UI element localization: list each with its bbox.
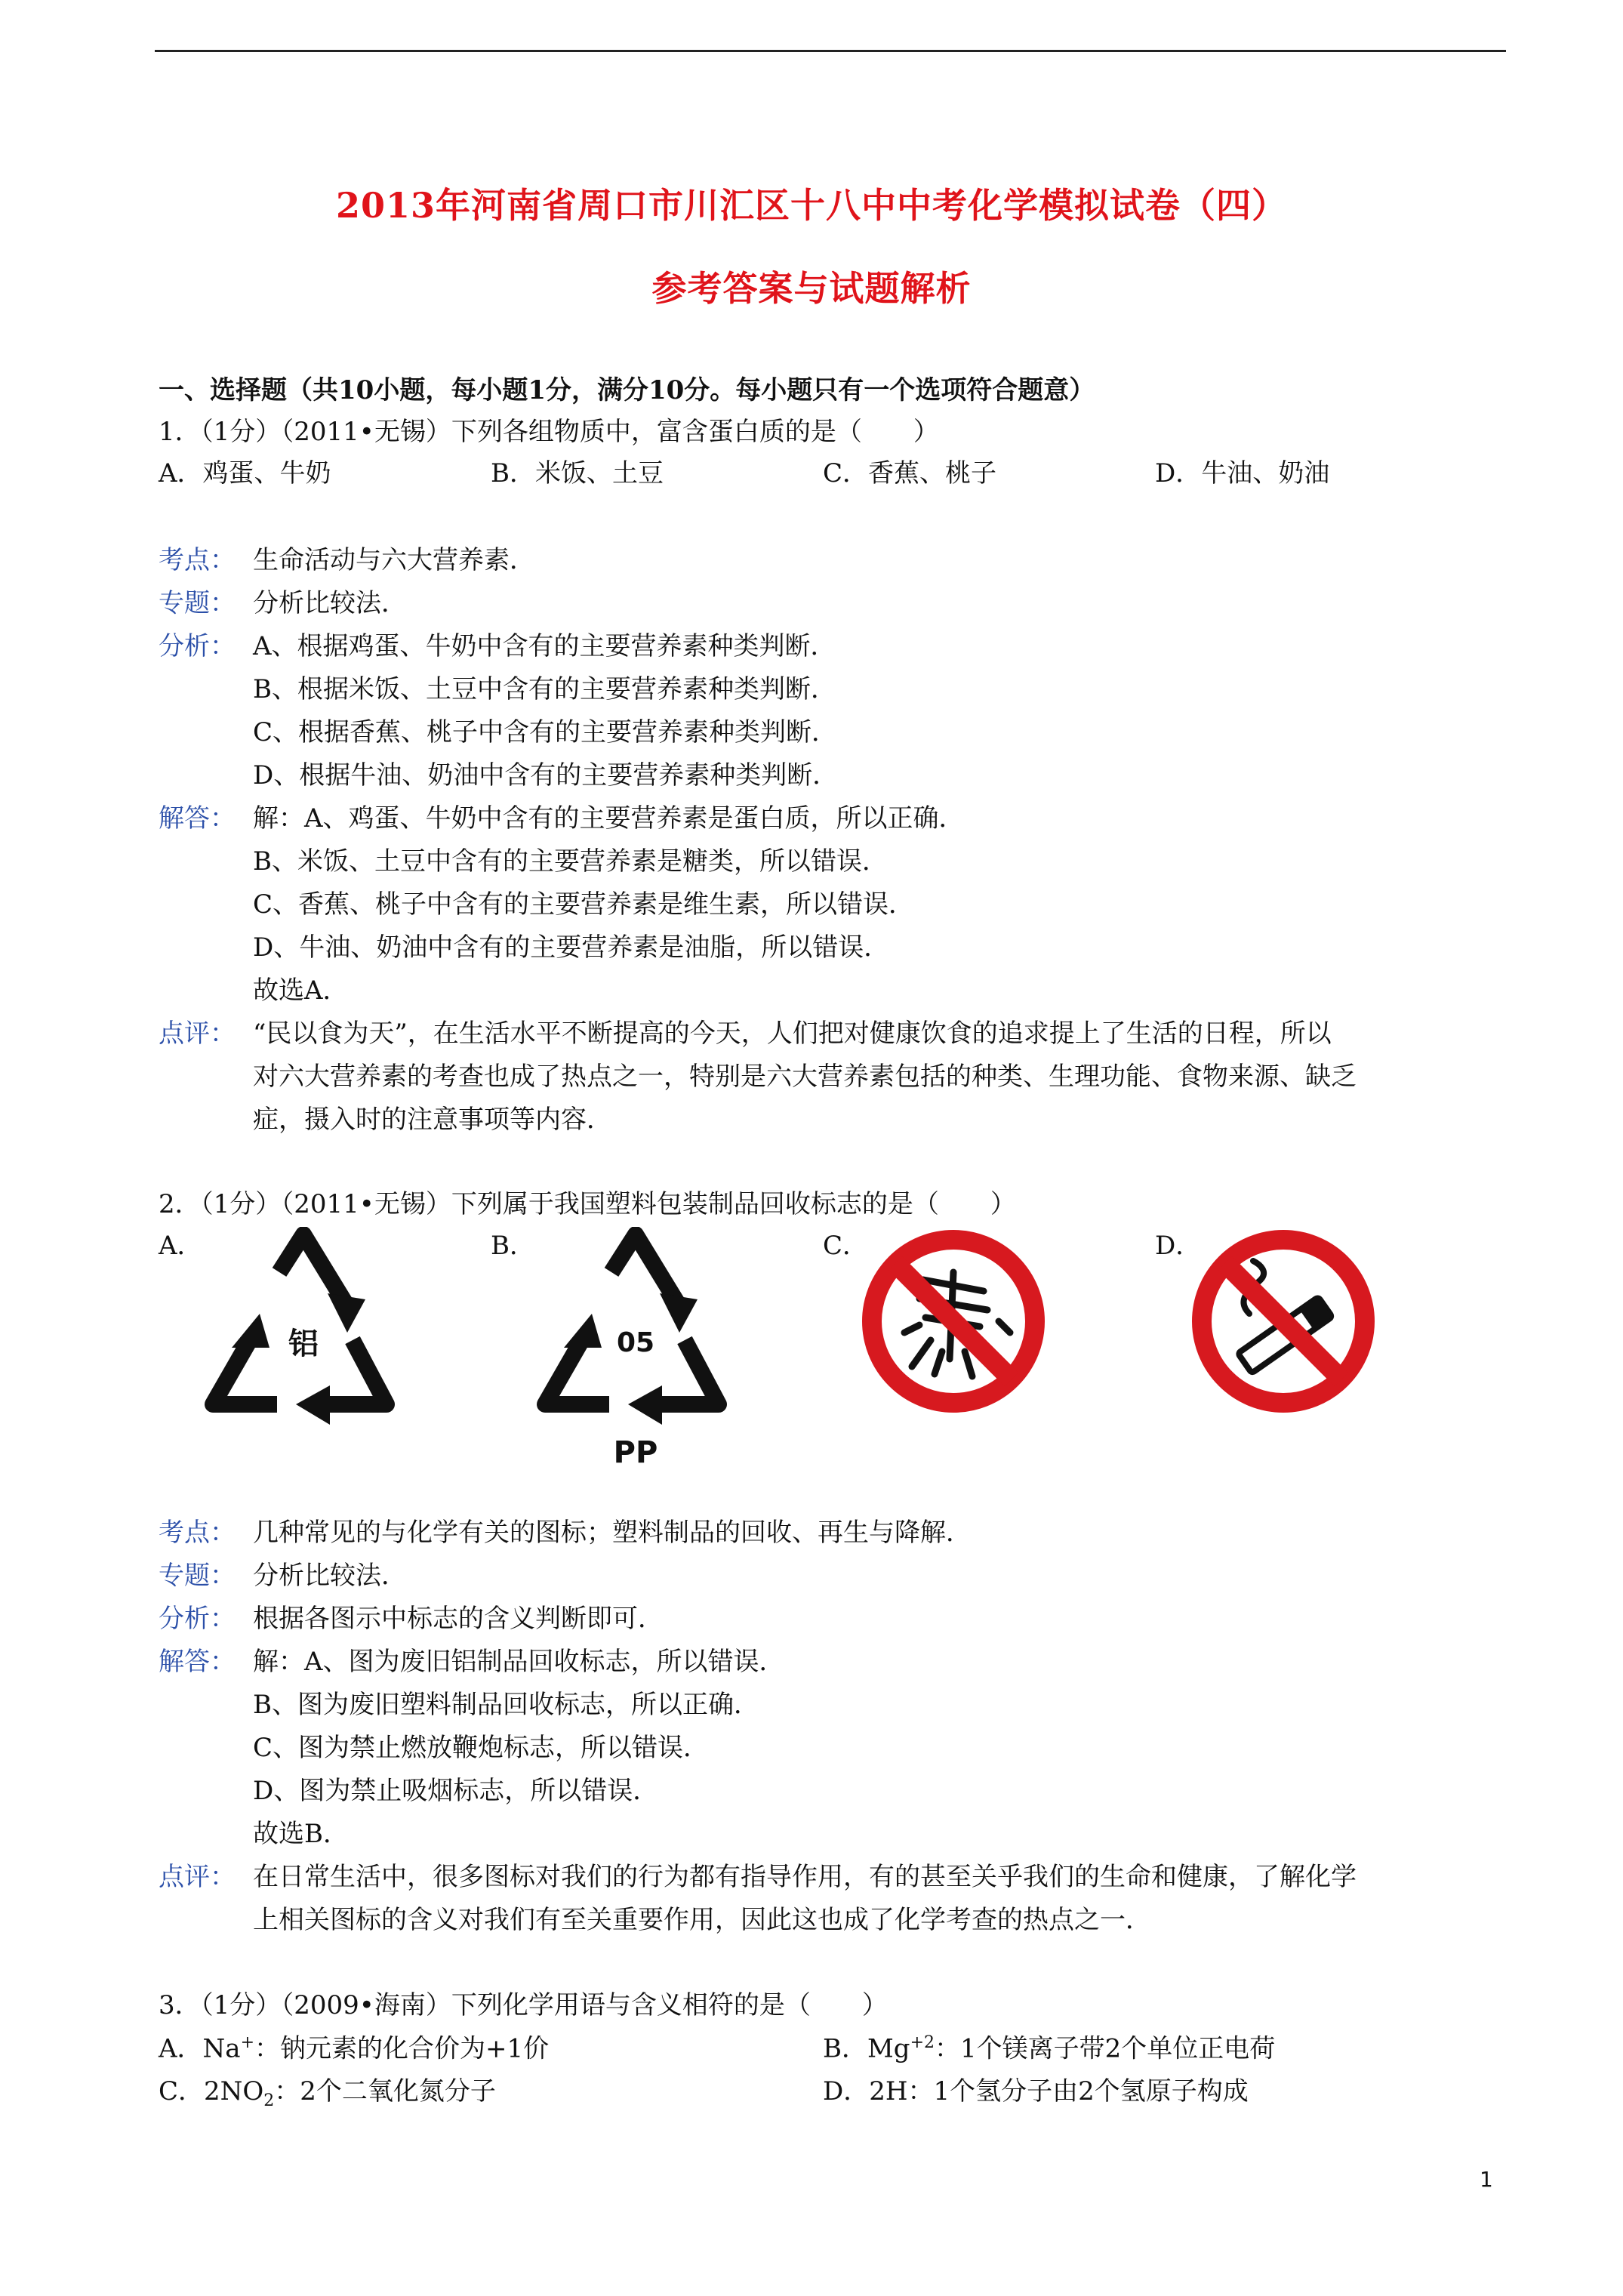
q1-zhuanti-label: 专题： xyxy=(159,588,236,618)
document-subtitle: 参考答案与试题解析 xyxy=(651,268,972,309)
q2-jieda-line: C、图为禁止燃放鞭炮标志，所以错误． xyxy=(253,1733,710,1763)
q2-option-a-letter: A． xyxy=(159,1231,203,1261)
aluminum-recycle-icon xyxy=(198,1227,409,1446)
q1-jieda-line: B、米饭、土豆中含有的主要营养素是糖类，所以错误． xyxy=(253,846,888,877)
page-number: 1 xyxy=(1480,2167,1493,2192)
document-title: 2013年河南省周口市川汇区十八中中考化学模拟试卷（四） xyxy=(335,185,1288,226)
q1-dianping-label: 点评： xyxy=(159,1019,236,1049)
q1-stem: 1．（1分）（2011•无锡）下列各组物质中，富含蛋白质的是（ ） xyxy=(159,417,939,447)
q1-dianping-line: 对六大营养素的考查也成了热点之一，特别是六大营养素包括的种类、生理功能、食物来源、缺乏 xyxy=(253,1062,1357,1092)
q2-option-b-letter: B． xyxy=(491,1231,535,1261)
q1-kaodian-text: 生命活动与六大营养素． xyxy=(253,545,535,575)
section-heading: 一、选择题（共10小题，每小题1分，满分10分。每小题只有一个选项符合题意） xyxy=(159,375,1095,405)
q2-kaodian-label: 考点： xyxy=(159,1518,236,1548)
q2-jieda-line: 解：A、图为废旧铝制品回收标志，所以错误． xyxy=(253,1647,785,1677)
q3-option-b: B．$Mg^{+2}$：1个镁离子带2个单位正电荷 xyxy=(823,2033,1276,2064)
q2-jieda-line: 故选B． xyxy=(253,1819,349,1849)
q1-jieda-line: D、牛油、奶油中含有的主要营养素是油脂，所以错误． xyxy=(253,932,890,963)
q1-fenxi-label: 分析： xyxy=(159,631,236,661)
q3-stem: 3．（1分）（2009•海南）下列化学用语与含义相符的是（ ） xyxy=(159,1990,888,2020)
q2-kaodian-text: 几种常见的与化学有关的图标；塑料制品的回收、再生与降解． xyxy=(253,1518,972,1548)
q2-option-c-letter: C． xyxy=(823,1231,869,1261)
q3-option-a: A．Na+：钠元素的化合价为+1价 xyxy=(159,2033,550,2064)
icon-b-caption: PP xyxy=(613,1435,658,1469)
q2-jieda-line: B、图为废旧塑料制品回收标志，所以正确． xyxy=(253,1690,759,1720)
q2-stem: 2．（1分）（2011•无锡）下列属于我国塑料包装制品回收标志的是（ ） xyxy=(159,1189,1016,1219)
q2-dianping-label: 点评： xyxy=(159,1862,236,1892)
q2-zhuanti-label: 专题： xyxy=(159,1561,236,1591)
q2-option-d-letter: D． xyxy=(1155,1231,1202,1261)
q1-dianping-line: “民以食为天”，在生活水平不断提高的今天，人们把对健康饮食的追求提上了生活的日程，所以 xyxy=(253,1019,1332,1049)
plastic-recycle-icon xyxy=(530,1227,741,1469)
q1-zhuanti-text: 分析比较法． xyxy=(253,588,407,618)
q1-option-d: D．牛油、奶油 xyxy=(1155,458,1330,488)
q1-fenxi-line: B、根据米饭、土豆中含有的主要营养素种类判断． xyxy=(253,674,836,704)
q1-fenxi-line: D、根据牛油、奶油中含有的主要营养素种类判断． xyxy=(253,760,839,791)
icon-a-label: 铝 xyxy=(288,1327,319,1361)
q1-fenxi-line: C、根据香蕉、桃子中含有的主要营养素种类判断． xyxy=(253,717,838,747)
q2-dianping-line: 上相关图标的含义对我们有至关重要作用，因此这也成了化学考查的热点之一． xyxy=(253,1905,1151,1935)
q1-fenxi-line: A、根据鸡蛋、牛奶中含有的主要营养素种类判断． xyxy=(253,631,836,661)
q2-fenxi-text: 根据各图示中标志的含义判断即可． xyxy=(253,1604,664,1634)
q1-jieda-label: 解答： xyxy=(159,803,236,834)
q1-jieda-line: C、香蕉、桃子中含有的主要营养素是维生素，所以错误． xyxy=(253,889,915,920)
q1-dianping-line: 症，摄入时的注意事项等内容． xyxy=(253,1105,612,1135)
q1-jieda-line: 故选A． xyxy=(253,975,349,1006)
q3-option-c: C．$2NO_2$：2个二氧化氮分子 xyxy=(159,2076,496,2110)
header-rule xyxy=(155,50,1506,52)
q2-zhuanti-text: 分析比较法． xyxy=(253,1561,407,1591)
q2-jieda-label: 解答： xyxy=(159,1647,236,1677)
q2-jieda-line: D、图为禁止吸烟标志，所以错误． xyxy=(253,1776,659,1806)
q2-fenxi-label: 分析： xyxy=(159,1604,236,1634)
q1-option-a: A．鸡蛋、牛奶 xyxy=(159,458,331,488)
q2-dianping-line: 在日常生活中，很多图标对我们的行为都有指导作用，有的甚至关乎我们的生命和健康，了解化学 xyxy=(253,1862,1357,1892)
q1-option-c: C．香蕉、桃子 xyxy=(823,458,997,488)
q1-jieda-line: 解：A、鸡蛋、牛奶中含有的主要营养素是蛋白质，所以正确． xyxy=(253,803,965,834)
no-firecrackers-icon xyxy=(859,1227,1048,1416)
icon-b-number: 05 xyxy=(616,1327,655,1358)
q1-kaodian-label: 考点： xyxy=(159,545,236,575)
q3-option-d: D．2H：1个氢分子由2个氢原子构成 xyxy=(823,2076,1249,2106)
q1-option-b: B．米饭、土豆 xyxy=(491,458,664,488)
no-smoking-icon xyxy=(1189,1227,1378,1416)
